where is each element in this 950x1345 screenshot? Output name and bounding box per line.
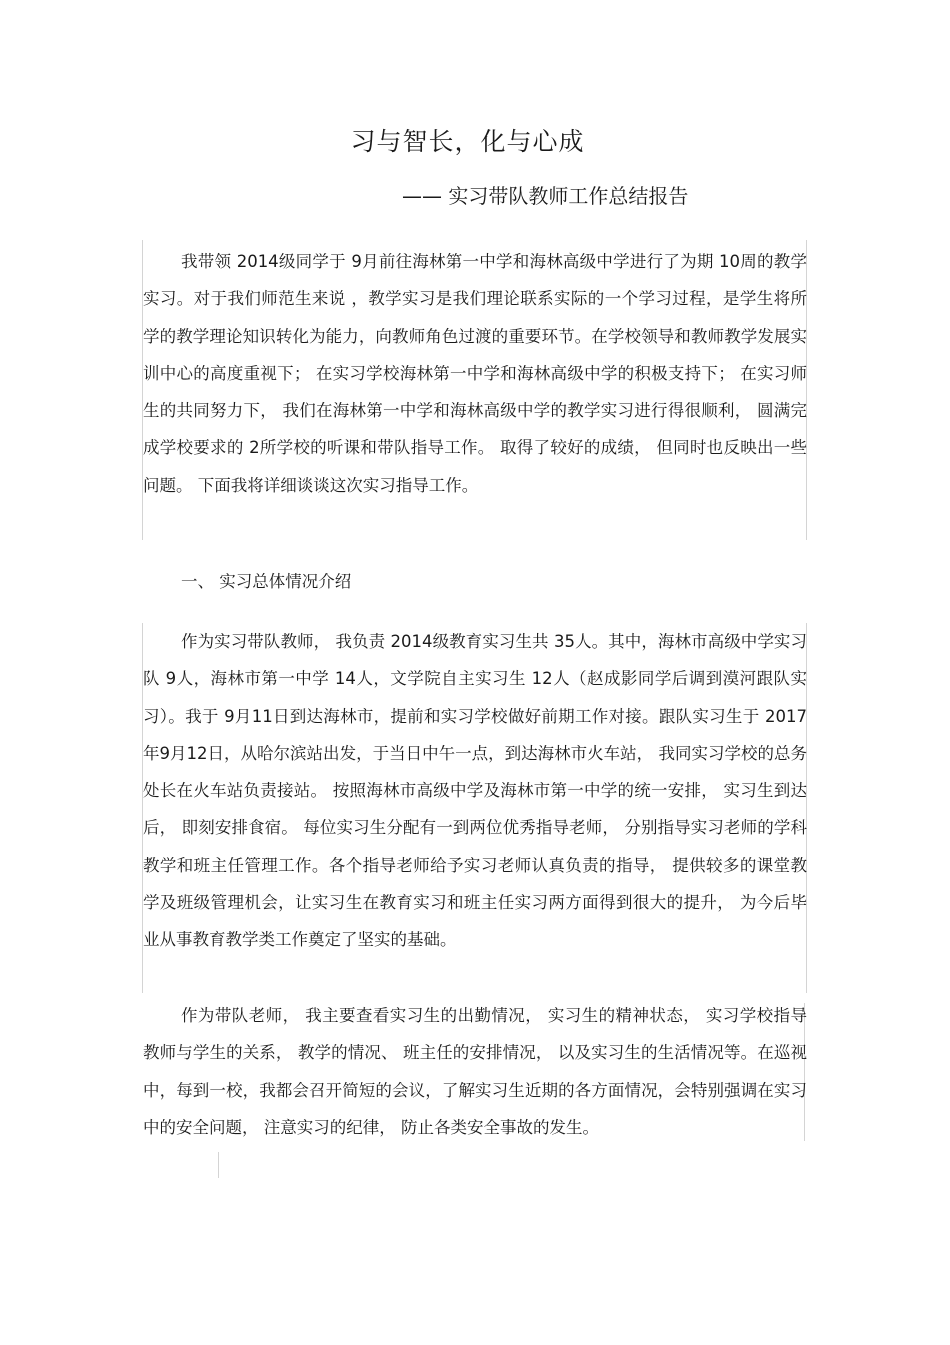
document-subtitle: —— 实习带队教师工作总结报告 [402, 184, 689, 208]
duties-paragraph: 作为带队老师， 我主要查看实习生的出勤情况， 实习生的精神状态， 实习学校指导教师与学生的关系， 教学的情况、 班主任的安排情况， 以及实习生的生活情况等。在巡视中，每到一校，我都会召开简短的会议，了解实习生近期的各方面情况，会特别强调在实习中的安全问题， 注意实习的纪律， 防止各类安全事故的发生。 [143, 1006, 807, 1137]
intro-paragraph: 我带领 2014级同学于 9月前往海林第一中学和海林高级中学进行了为期 10周的教学实习。对于我们师范生来说 ，教学实习是我们理论联系实际的一个学习过程，是学生将所学的教学理论知识转化为能力，向教师角色过渡的重要环节。在学校领导和教师教学发展实训中心的高度重视下； 在实习学校海林第一中学和海林高级中学的积极支持下； 在实习师生的共同努力下， 我们在海林第一中学和海林高级中学的教学实习进行得很顺利， 圆满完成学校要求的 2所学校的听课和带队指导工作。 取得了较好的成绩， 但同时也反映出一些问题。 下面我将详细谈谈这次实习指导工作。 [143, 252, 807, 495]
document-title: 习与智长，化与心成 [350, 127, 585, 156]
duties-paragraph-block [143, 997, 807, 1146]
overview-paragraph: 作为实习带队教师， 我负责 2014级教育实习生共 35人。其中，海林市高级中学实习队 9人，海林市第一中学 14人，文学院自主实习生 12人（赵成影同学后调到漠河跟队实习）。我于 9月11日到达海林市，提前和实习学校做好前期工作对接。跟队实习生于 2017年9月12日，从哈尔滨站出发，于当日中午一点，到达海林市火车站， 我同实习学校的总务处长在火车站负责接站。 按照海林市高级中学及海林市第一中学的统一安排， 实习生到达后， 即刻安排食宿。 每位实习生分配有一到两位优秀指导老师， 分别指导实习老师的学科教学和班主任管理工作。各个指导老师给予实习老师认真负责的指导， 提供较多的课堂教学及班级管理机会，让实习生在教育实习和班主任实习两方面得到很大的提升， 为今后毕业从事教育教学类工作奠定了坚实的基础。 [143, 632, 807, 950]
overview-paragraph-block [143, 623, 807, 959]
section-heading: 一、 实习总体情况介绍 [181, 572, 352, 591]
scan-border-right [218, 1152, 219, 1178]
intro-paragraph-block [143, 243, 807, 504]
